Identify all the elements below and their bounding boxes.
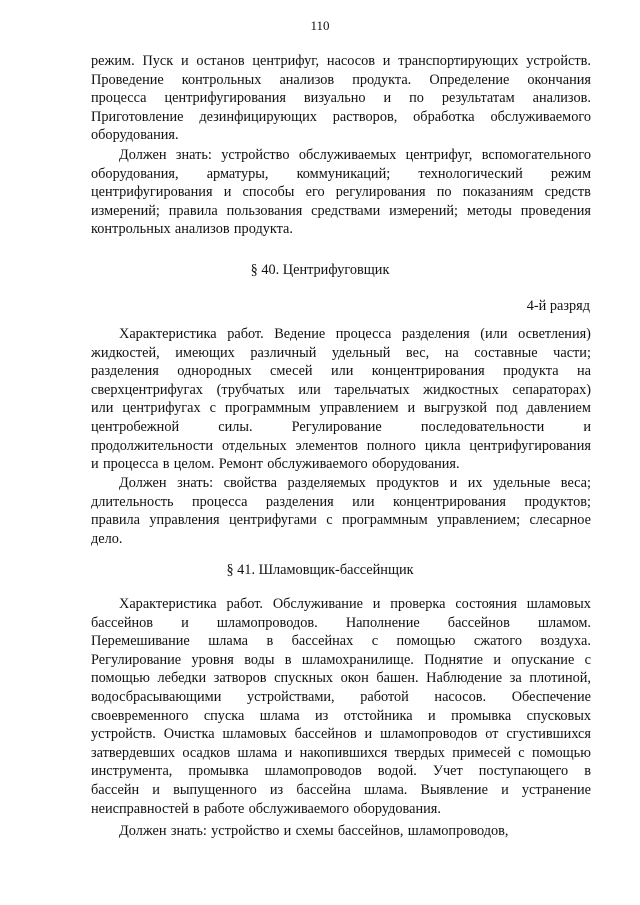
word: знать: (177, 475, 214, 491)
word: его (305, 184, 325, 201)
word: процесса (102, 456, 159, 473)
word: (или (480, 326, 508, 342)
word: центрифугами (229, 512, 317, 529)
word: обслуживаемого (267, 456, 368, 473)
word: режим. (91, 53, 135, 69)
text-line (91, 725, 591, 744)
word: длительность (91, 493, 174, 510)
word: с (209, 400, 216, 417)
word: Должен (119, 147, 167, 163)
word: отдельных (221, 437, 287, 454)
word: плотиной, (529, 670, 591, 687)
word: спуска (203, 707, 245, 724)
paragraph-continuation (91, 52, 591, 145)
word: смесей (269, 363, 313, 380)
word: разделения (91, 363, 159, 380)
word: давлением (526, 400, 591, 417)
word: полного (366, 437, 416, 454)
word: дезинфицирующих (199, 108, 317, 125)
word: оборудования. (353, 800, 441, 817)
text-line (91, 632, 591, 651)
word: результатам (441, 90, 515, 107)
word: промывка (451, 707, 512, 724)
word: слесарное (529, 512, 591, 529)
word: устройство (221, 147, 290, 163)
word: центрифугирования (164, 90, 286, 107)
word: отстойника (343, 707, 413, 724)
word: спускных (274, 670, 333, 687)
word: измерений; (91, 202, 160, 219)
word: или (330, 363, 354, 380)
word: анализов (279, 71, 335, 88)
word: правила (168, 202, 218, 219)
word: однородных (177, 363, 252, 380)
word: из (269, 781, 284, 798)
word: окон (340, 670, 369, 687)
paragraph-knowledge-requirements-40 (91, 474, 591, 548)
text-line (91, 202, 591, 221)
word: шламовых (222, 726, 287, 743)
text-line (91, 418, 591, 437)
word: обслуживаемого (248, 800, 350, 817)
word: Характеристика (119, 326, 217, 342)
word: от (485, 726, 499, 743)
word: в (162, 456, 170, 473)
word: арматуры, (206, 165, 269, 182)
word: водой. (377, 763, 417, 780)
word: и (501, 781, 509, 798)
word: работой (360, 688, 409, 705)
word: выпущенного (173, 781, 257, 798)
text-line (91, 669, 591, 688)
word: осадков (182, 744, 231, 761)
text-line (91, 381, 591, 400)
word: коммуникаций; (296, 165, 391, 182)
word: способы (242, 184, 295, 201)
word: своевременного (91, 707, 189, 724)
word: Пуск (142, 53, 174, 69)
word: проверка (390, 596, 446, 612)
word: работе (203, 800, 245, 817)
text-line (91, 800, 591, 819)
word: растворов, (332, 108, 398, 125)
word: воздуха. (540, 633, 591, 650)
word: примесей (452, 744, 511, 761)
word: центрифугирования (469, 437, 591, 454)
word: Выявление (420, 781, 488, 798)
word: сверхцентрифугах (91, 381, 203, 398)
word: за (509, 670, 522, 687)
text-line (91, 165, 591, 184)
word: выгрузкой (424, 400, 488, 417)
word: Очистка (163, 726, 215, 743)
word: разделения (401, 326, 470, 342)
word: обработка (413, 108, 475, 125)
word: с (326, 512, 333, 529)
word: Поднятие (424, 651, 483, 668)
paragraph-knowledge-requirements (91, 146, 591, 239)
word: бассейнов (447, 614, 510, 631)
word: знать: (175, 147, 212, 163)
word: шламопроводов. (216, 614, 318, 631)
word: центрифуг, (252, 53, 320, 69)
section-heading-41: § 41. Шламовщик-бассейнщик (226, 562, 414, 578)
text-line (91, 325, 591, 344)
word: шламопроводов, (407, 823, 509, 839)
word: Наполнение (345, 614, 420, 631)
word: Учет (432, 763, 463, 780)
word: транспортирующих (398, 53, 519, 69)
word: концентрирования (392, 493, 506, 510)
text-line (91, 399, 591, 418)
word: управления (149, 512, 220, 529)
word: оборудования, (91, 165, 179, 182)
word: устройств. (526, 53, 591, 69)
word: и (407, 400, 416, 417)
word: силы. (218, 418, 253, 435)
word: жидкостей, (91, 344, 160, 361)
word: Ремонт (218, 456, 263, 473)
text-line (91, 744, 591, 763)
word: оборудования. (91, 127, 179, 144)
word: Наблюдение (426, 670, 503, 687)
word: продукта. (352, 71, 412, 88)
word: сжатого (473, 633, 522, 650)
word: разделения (265, 493, 334, 510)
word: бассейн (91, 781, 140, 798)
word: методы (466, 202, 512, 219)
word: правила (91, 512, 141, 529)
word: и (284, 744, 293, 761)
word: удельные (493, 475, 551, 491)
word: Обеспечение (511, 688, 591, 705)
word: проведения (520, 202, 591, 219)
word: бассейнов (294, 726, 357, 743)
word: шлама. (364, 781, 408, 798)
word: Регулирование (91, 651, 182, 668)
word: и (283, 823, 292, 839)
word: и (364, 726, 373, 743)
word: по (409, 90, 424, 107)
word: и (372, 596, 381, 612)
word: башен. (376, 670, 419, 687)
word: процесса (335, 326, 392, 342)
text-line (91, 71, 591, 90)
word: цикла (424, 437, 461, 454)
word: работ. (227, 326, 264, 342)
word: анализов (174, 221, 230, 238)
word: и (449, 475, 458, 491)
word: различный (250, 344, 317, 361)
word: поступающего (478, 763, 569, 780)
word: анализов. (532, 90, 591, 107)
word: промывка (188, 763, 249, 780)
word: насосов (326, 53, 376, 69)
word: продуктов (376, 475, 440, 491)
word: шлама (237, 744, 278, 761)
word: Регулирование (291, 418, 382, 435)
word: элементов (295, 437, 358, 454)
word: лебедки (157, 670, 207, 687)
word: водосбрасывающими (91, 688, 222, 705)
word: Должен (119, 475, 167, 491)
word: под (495, 400, 518, 417)
word: средствами (311, 202, 381, 219)
word: по (436, 184, 452, 201)
word: управлением; (437, 512, 521, 529)
word: останов (196, 53, 245, 69)
word: и (152, 781, 160, 798)
word: насосов. (434, 688, 487, 705)
word: жидкостных (423, 381, 499, 398)
text-line (91, 89, 591, 108)
word: продолжительности (91, 437, 214, 454)
word: бассейнах (291, 633, 354, 650)
word: помощью (91, 670, 150, 687)
text-line (91, 595, 591, 614)
text-line (91, 52, 591, 71)
word: продукта. (233, 221, 293, 238)
word: воды (244, 651, 275, 668)
word: или (352, 493, 375, 510)
paragraph-work-characteristics-41 (91, 595, 591, 818)
word: шламохранилище. (301, 651, 414, 668)
text-line (91, 146, 591, 165)
word: шламовых (526, 596, 591, 612)
word: или (298, 381, 321, 398)
word: тарельчатых (334, 381, 410, 398)
grade-label: 4-й разряд (526, 298, 590, 314)
word: сепараторах) (512, 381, 591, 398)
word: Проведение (91, 71, 164, 88)
word: или (91, 400, 114, 417)
word: и (383, 90, 392, 107)
word: затворов (213, 670, 267, 687)
word: на (444, 344, 459, 361)
word: целом. (173, 456, 215, 473)
word: последовательности (420, 418, 545, 435)
word: устройствами, (246, 688, 335, 705)
word: режим (550, 165, 591, 182)
word: шлама (259, 707, 300, 724)
word: шлама (208, 633, 249, 650)
word: контрольных (91, 221, 171, 238)
word: центрифугах (122, 400, 201, 417)
word: оборудования. (371, 456, 460, 473)
text-line (91, 707, 591, 726)
word: центрифуг, (405, 147, 473, 163)
text-line (91, 651, 591, 670)
word: с (371, 633, 379, 650)
text-line (91, 183, 591, 202)
word: показаниям (462, 184, 534, 201)
word: бассейнов, (337, 823, 404, 839)
word: состояния (455, 596, 517, 612)
word: измерений; (389, 202, 459, 219)
text-line (91, 126, 591, 145)
word: и (223, 184, 232, 201)
word: в (192, 800, 200, 817)
section-heading-40: § 40. Центрифуговщик (250, 262, 390, 278)
text-line (91, 362, 591, 381)
word: центрифугирования (91, 184, 213, 201)
word: с (584, 651, 591, 668)
word: регулирования (335, 184, 426, 201)
word: свойства (223, 475, 277, 491)
word: веса; (560, 475, 591, 491)
word: устройство (211, 823, 280, 839)
word: концентрирования (371, 363, 485, 380)
word: и (583, 418, 591, 435)
word: и (181, 614, 189, 631)
word: и (428, 707, 436, 724)
word: Ведение (274, 326, 326, 342)
word: окончания (527, 71, 591, 88)
text-line (91, 762, 591, 781)
word: в (284, 651, 292, 668)
word: в (584, 763, 591, 780)
word: бассейна (296, 781, 351, 798)
paragraph-knowledge-requirements-41 (91, 822, 591, 841)
word: твердых (394, 744, 445, 761)
word: из (314, 707, 329, 724)
word: работ. (226, 596, 263, 612)
word: (трубчатых (216, 381, 285, 398)
word: бассейнов (91, 614, 154, 631)
word: осветления) (518, 326, 591, 342)
word: средств (544, 184, 591, 201)
word: процесса (91, 90, 147, 107)
word: управлением (319, 400, 399, 417)
word: пользования (226, 202, 303, 219)
word: инструмента, (91, 763, 173, 780)
word: обслуживаемого (490, 108, 591, 125)
word: Приготовление (91, 108, 184, 125)
paragraph-work-characteristics (91, 325, 591, 474)
word: спусковых (526, 707, 591, 724)
text-line (91, 530, 591, 549)
word: схемы (295, 823, 334, 839)
word: вспомогательного (481, 147, 591, 163)
word: их (467, 475, 483, 491)
word: помощью (531, 744, 591, 761)
word: вес, (405, 344, 430, 361)
text-line (91, 781, 591, 800)
word: удельный (331, 344, 391, 361)
word: шламопроводов (380, 726, 478, 743)
word: с (518, 744, 525, 761)
word: программным (224, 400, 311, 417)
text-line (91, 493, 591, 512)
word: и (180, 53, 189, 69)
word: знать: (170, 823, 207, 839)
text-line (91, 437, 591, 456)
word: опускание (511, 651, 575, 668)
word: разделяемых (287, 475, 366, 491)
text-line (91, 474, 591, 493)
word: центробежной (91, 418, 180, 435)
word: визуально (303, 90, 366, 107)
word: неисправностей (91, 800, 189, 817)
word: дело. (91, 530, 123, 547)
text-line (91, 688, 591, 707)
word: контрольных (181, 71, 262, 88)
word: на (576, 363, 591, 380)
text-line (91, 108, 591, 127)
word: накопившихся (299, 744, 388, 761)
word: Перемешивание (91, 633, 190, 650)
word: Обслуживание (272, 596, 363, 612)
text-line (91, 220, 591, 239)
word: продуктов; (524, 493, 591, 510)
text-line (91, 614, 591, 633)
word: Должен (119, 823, 167, 839)
word: составные (474, 344, 538, 361)
text-line (91, 344, 591, 363)
word: части; (553, 344, 591, 361)
word: затвердевших (91, 744, 176, 761)
word: обслуживаемых (298, 147, 397, 163)
word: устройств. (91, 726, 156, 743)
page-number: 110 (310, 18, 330, 33)
word: уровня (191, 651, 234, 668)
word: в (266, 633, 274, 650)
word: шламопроводов (264, 763, 362, 780)
word: сгустившихся (506, 726, 591, 743)
word: помощью (396, 633, 456, 650)
text-line (91, 822, 591, 841)
text-line (91, 455, 591, 474)
word: продукта (503, 363, 559, 380)
word: Определение (429, 71, 510, 88)
word: процесса (191, 493, 248, 510)
word: устранение (521, 781, 591, 798)
word: технологический (418, 165, 523, 182)
word: и (493, 651, 501, 668)
word: программным (341, 512, 428, 529)
word: и (382, 53, 391, 69)
word: и (91, 456, 99, 473)
word: имеющих (175, 344, 235, 361)
word: шламом. (537, 614, 591, 631)
text-line (91, 511, 591, 530)
word: Характеристика (119, 596, 217, 612)
